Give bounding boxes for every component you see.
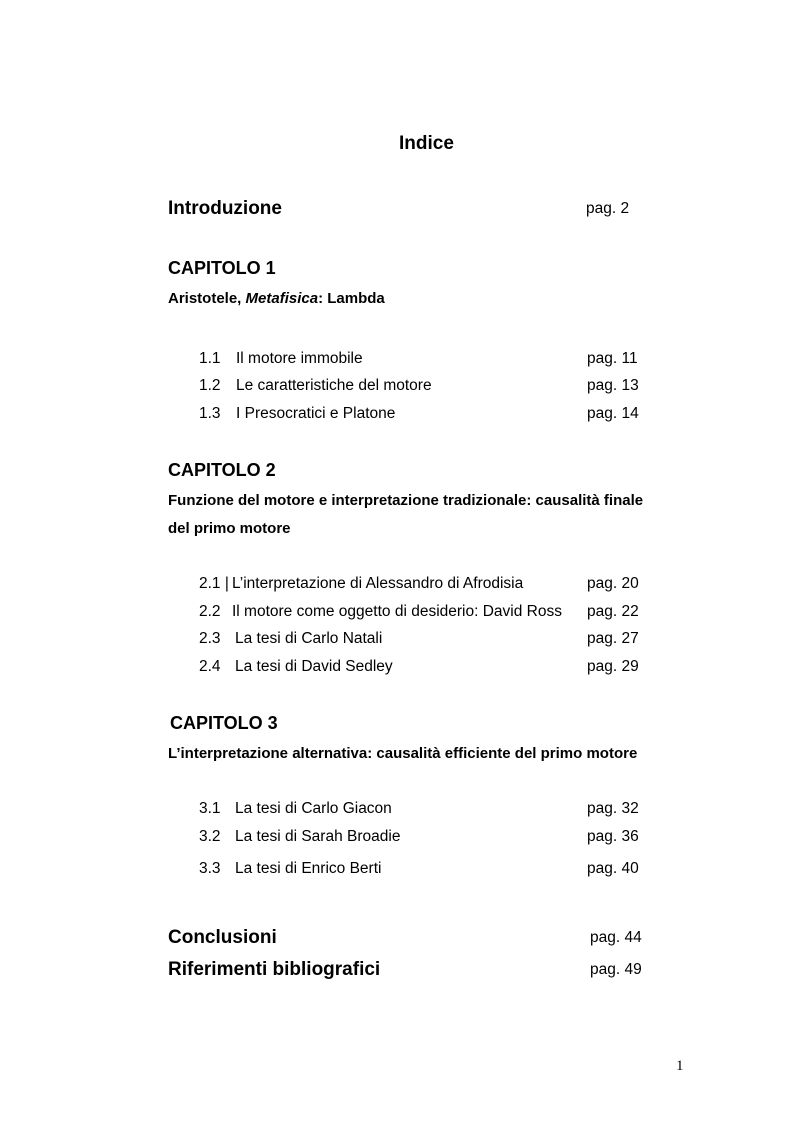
section-number: 3.1 bbox=[199, 800, 221, 817]
toc-entry-3-2[interactable] bbox=[199, 829, 400, 845]
toc-entry-1-3-page: pag. 14 bbox=[587, 405, 639, 422]
section-number: 2.3 bbox=[199, 630, 221, 647]
chapter-3-subtitle: L’interpretazione alternativa: causalità efficiente del primo motore bbox=[168, 745, 638, 762]
toc-entry-2-4[interactable] bbox=[199, 659, 393, 675]
chapter-1-subtitle-post: : Lambda bbox=[318, 290, 385, 307]
toc-entry-1-1-page: pag. 11 bbox=[587, 350, 638, 367]
chapter-1-heading[interactable]: CAPITOLO 1 bbox=[168, 258, 276, 278]
chapter-2-subtitle-line2: del primo motore bbox=[168, 520, 291, 537]
toc-introduction-label[interactable]: Introduzione bbox=[168, 198, 282, 219]
chapter-1-subtitle bbox=[168, 291, 385, 306]
toc-conclusions-page: pag. 44 bbox=[590, 929, 642, 946]
toc-introduction-page: pag. 2 bbox=[586, 200, 630, 217]
page-title: Indice bbox=[399, 133, 454, 154]
toc-entry-2-3-page: pag. 27 bbox=[587, 630, 639, 647]
toc-entry-1-2-page: pag. 13 bbox=[587, 377, 639, 394]
toc-entry-3-3[interactable] bbox=[199, 861, 381, 877]
toc-entry-2-1-page: pag. 20 bbox=[587, 575, 639, 592]
section-title: I Presocratici e Platone bbox=[236, 405, 396, 422]
toc-entry-2-2[interactable] bbox=[199, 604, 562, 620]
section-number: 1.2 bbox=[199, 377, 221, 394]
section-title: La tesi di David Sedley bbox=[235, 658, 393, 675]
toc-references-page: pag. 49 bbox=[590, 961, 642, 978]
toc-entry-2-4-page: pag. 29 bbox=[587, 658, 639, 675]
toc-references-label[interactable]: Riferimenti bibliografici bbox=[168, 959, 381, 980]
toc-entry-3-1[interactable] bbox=[199, 801, 392, 817]
toc-entry-2-1[interactable] bbox=[199, 576, 523, 592]
toc-entry-3-1-page: pag. 32 bbox=[587, 800, 639, 817]
section-number: 2.4 bbox=[199, 658, 221, 675]
section-title: Il motore immobile bbox=[236, 350, 363, 367]
section-number: 2.2 bbox=[199, 603, 221, 620]
section-number: 1.1 bbox=[199, 350, 221, 367]
page-number: 1 bbox=[676, 1058, 684, 1074]
section-number: 1.3 bbox=[199, 405, 221, 422]
toc-entry-1-1[interactable] bbox=[199, 351, 363, 367]
section-title: L’interpretazione di Alessandro di Afrodisia bbox=[232, 575, 524, 592]
section-title: Il motore come oggetto di desiderio: David Ross bbox=[232, 603, 562, 620]
toc-entry-1-3[interactable] bbox=[199, 406, 395, 422]
toc-conclusions-label[interactable]: Conclusioni bbox=[168, 927, 277, 948]
section-number: 3.3 bbox=[199, 860, 221, 877]
section-title: La tesi di Carlo Natali bbox=[235, 630, 383, 647]
section-title: Le caratteristiche del motore bbox=[236, 377, 432, 394]
section-number: 2.1 | bbox=[199, 575, 229, 592]
chapter-1-subtitle-italic: Metafisica bbox=[245, 290, 319, 307]
toc-entry-2-3[interactable] bbox=[199, 631, 382, 647]
section-title: La tesi di Enrico Berti bbox=[235, 860, 382, 877]
toc-entry-2-2-page: pag. 22 bbox=[587, 603, 639, 620]
chapter-2-subtitle-line1: Funzione del motore e interpretazione tradizionale: causalità finale bbox=[168, 492, 644, 509]
chapter-2-heading[interactable]: CAPITOLO 2 bbox=[168, 460, 276, 480]
toc-entry-3-3-page: pag. 40 bbox=[587, 860, 639, 877]
section-title: La tesi di Sarah Broadie bbox=[235, 828, 401, 845]
toc-entry-1-2[interactable] bbox=[199, 378, 432, 394]
section-number: 3.2 bbox=[199, 828, 221, 845]
toc-entry-3-2-page: pag. 36 bbox=[587, 828, 639, 845]
section-title: La tesi di Carlo Giacon bbox=[235, 800, 392, 817]
chapter-3-heading[interactable]: CAPITOLO 3 bbox=[170, 713, 278, 733]
chapter-1-subtitle-pre: Aristotele, bbox=[168, 290, 246, 307]
